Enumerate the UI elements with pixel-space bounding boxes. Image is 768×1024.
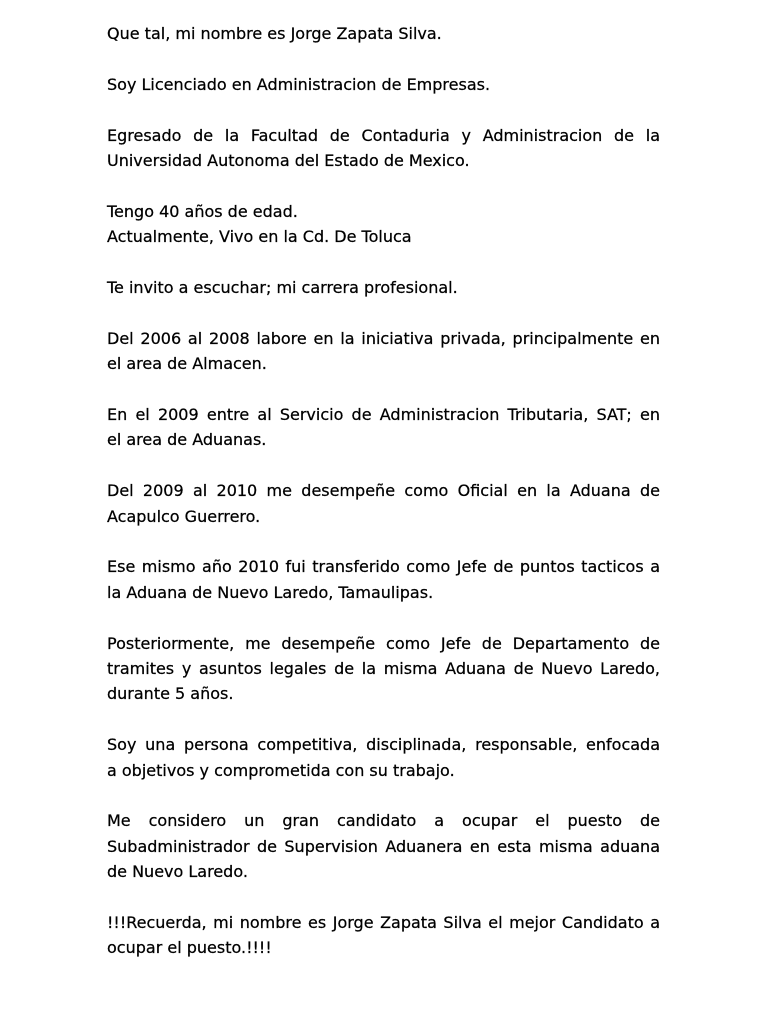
paragraph xyxy=(107,72,660,97)
text-line: de Nuevo Laredo. xyxy=(107,862,248,882)
text-line: Egresado de la Facultad de Contaduria y Administracion de la xyxy=(107,125,660,145)
paragraph xyxy=(107,199,660,250)
paragraph xyxy=(107,554,660,605)
paragraph xyxy=(107,21,660,46)
paragraph xyxy=(107,732,660,783)
paragraph xyxy=(107,275,660,300)
text-line: Subadministrador de Supervision Aduanera en esta misma aduana xyxy=(107,836,660,856)
paragraph xyxy=(107,910,660,961)
text-line: la Aduana de Nuevo Laredo, Tamaulipas. xyxy=(107,582,434,602)
text-line: el area de Almacen. xyxy=(107,354,267,374)
text-line: En el 2009 entre al Servicio de Administracion Tributaria, SAT; en xyxy=(107,405,660,424)
text-line: Te invito a escuchar; mi carrera profesional. xyxy=(107,278,458,297)
text-line: Me considero un gran candidato a ocupar el puesto de xyxy=(107,811,660,831)
document-body xyxy=(107,21,660,986)
text-line: Del 2006 al 2008 labore en la iniciativa privada, principalmente en xyxy=(107,328,660,348)
text-line: Que tal, mi nombre es Jorge Zapata Silva. xyxy=(107,24,442,43)
paragraph xyxy=(107,402,660,453)
text-line: Acapulco Guerrero. xyxy=(107,506,261,526)
paragraph xyxy=(107,478,660,529)
text-line: Posteriormente, me desempeñe como Jefe de Departamento de xyxy=(107,633,660,653)
text-line: ocupar el puesto.!!!! xyxy=(107,938,272,958)
text-line: Universidad Autonoma del Estado de Mexico. xyxy=(107,151,470,170)
text-line: el area de Aduanas. xyxy=(107,430,267,450)
text-line: Soy Licenciado en Administracion de Empresas. xyxy=(107,74,491,94)
text-line: tramites y asuntos legales de la misma Aduana de Nuevo Laredo, xyxy=(107,659,660,679)
text-line: !!!Recuerda, mi nombre es Jorge Zapata Silva el mejor Candidato a xyxy=(107,913,660,933)
text-line: Actualmente, Vivo en la Cd. De Toluca xyxy=(107,227,412,247)
paragraph xyxy=(107,326,660,377)
text-line: Del 2009 al 2010 me desempeñe como Oficial en la Aduana de xyxy=(107,481,660,501)
text-line: a objetivos y comprometida con su trabajo. xyxy=(107,760,455,780)
paragraph xyxy=(107,808,660,884)
text-line: durante 5 años. xyxy=(107,684,234,704)
text-line: Tengo 40 años de edad. xyxy=(107,201,298,221)
text-line: Ese mismo año 2010 fui transferido como Jefe de puntos tacticos a xyxy=(107,557,660,577)
paragraph xyxy=(107,123,660,174)
text-line: Soy una persona competitiva, disciplinada, responsable, enfocada xyxy=(107,735,660,755)
paragraph xyxy=(107,631,660,707)
